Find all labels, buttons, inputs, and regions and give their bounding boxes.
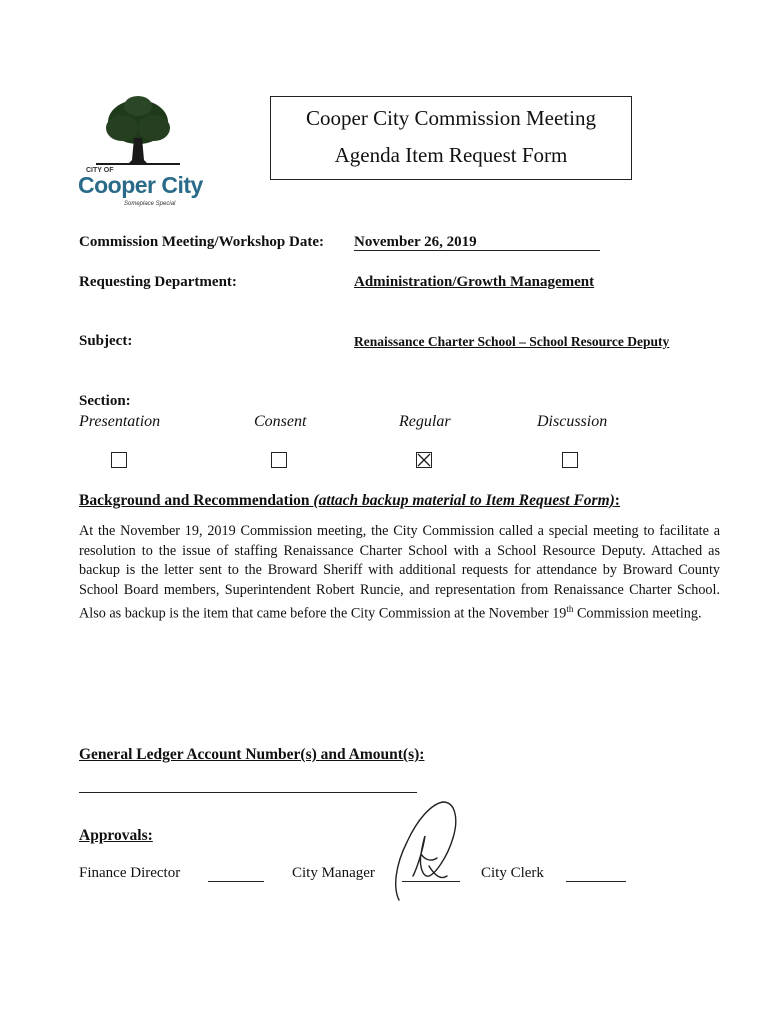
- background-text: At the November 19, 2019 Commission meeting, the City Commission called a special meeting to facilitate a resolution to the issue of staffing Renaissance Charter School with a School Resource Deputy. Attached as backup is the letter sent to the Broward Sheriff with additional requests for attendance by Broward County School Board members, Superintendent Robert Runcie, and representation from Renaissance Charter School. Also as backup is the item that came before the City Commission at the November 19: [79, 523, 720, 623]
- city-clerk-label: City Clerk: [481, 865, 544, 881]
- logo-city-of: CITY OF: [86, 167, 114, 174]
- checkbox-discussion[interactable]: [562, 452, 578, 468]
- logo-name: Cooper City: [78, 172, 203, 198]
- city-manager-label: City Manager: [292, 865, 375, 881]
- background-text-end: Commission meeting.: [573, 606, 702, 623]
- option-label-presentation: Presentation: [79, 413, 161, 430]
- section-label: Section:: [79, 393, 131, 409]
- option-label-discussion: Discussion: [537, 413, 608, 430]
- subject-label: Subject:: [79, 333, 133, 349]
- background-sup: th: [566, 604, 574, 615]
- department-value: Administration/Growth Management: [354, 274, 595, 290]
- background-heading-colon: :: [614, 492, 620, 509]
- background-heading-note: (attach backup material to Item Request Form): [313, 492, 615, 509]
- logo-tagline: Someplace Special: [124, 201, 176, 207]
- form-title-box: [270, 96, 632, 180]
- approvals-heading: Approvals:: [79, 827, 153, 844]
- ledger-input-line[interactable]: [79, 792, 417, 793]
- background-heading: [79, 492, 620, 510]
- tree-icon: [88, 94, 198, 170]
- signature-mark-icon: [385, 796, 465, 911]
- meeting-date-value: November 26, 2019: [354, 234, 600, 251]
- background-paragraph: [79, 522, 720, 625]
- subject-value: Renaissance Charter School – School Resource Deputy: [354, 334, 670, 349]
- meeting-date-label: Commission Meeting/Workshop Date:: [79, 234, 324, 250]
- option-label-regular: Regular: [399, 413, 451, 430]
- city-clerk-signature-line[interactable]: [566, 881, 626, 882]
- check-x-icon: [417, 453, 431, 467]
- finance-director-signature-line[interactable]: [208, 881, 264, 882]
- department-label: Requesting Department:: [79, 274, 237, 290]
- checkbox-presentation[interactable]: [111, 452, 127, 468]
- option-label-consent: Consent: [254, 413, 307, 430]
- city-logo: [78, 94, 208, 218]
- title-line-1: Cooper City Commission Meeting: [306, 106, 596, 130]
- title-line-2: Agenda Item Request Form: [334, 143, 568, 167]
- background-heading-text: Background and Recommendation: [79, 492, 310, 509]
- ledger-heading: General Ledger Account Number(s) and Amount(s):: [79, 746, 425, 763]
- checkbox-regular[interactable]: [416, 452, 432, 468]
- finance-director-label: Finance Director: [79, 865, 181, 881]
- checkbox-consent[interactable]: [271, 452, 287, 468]
